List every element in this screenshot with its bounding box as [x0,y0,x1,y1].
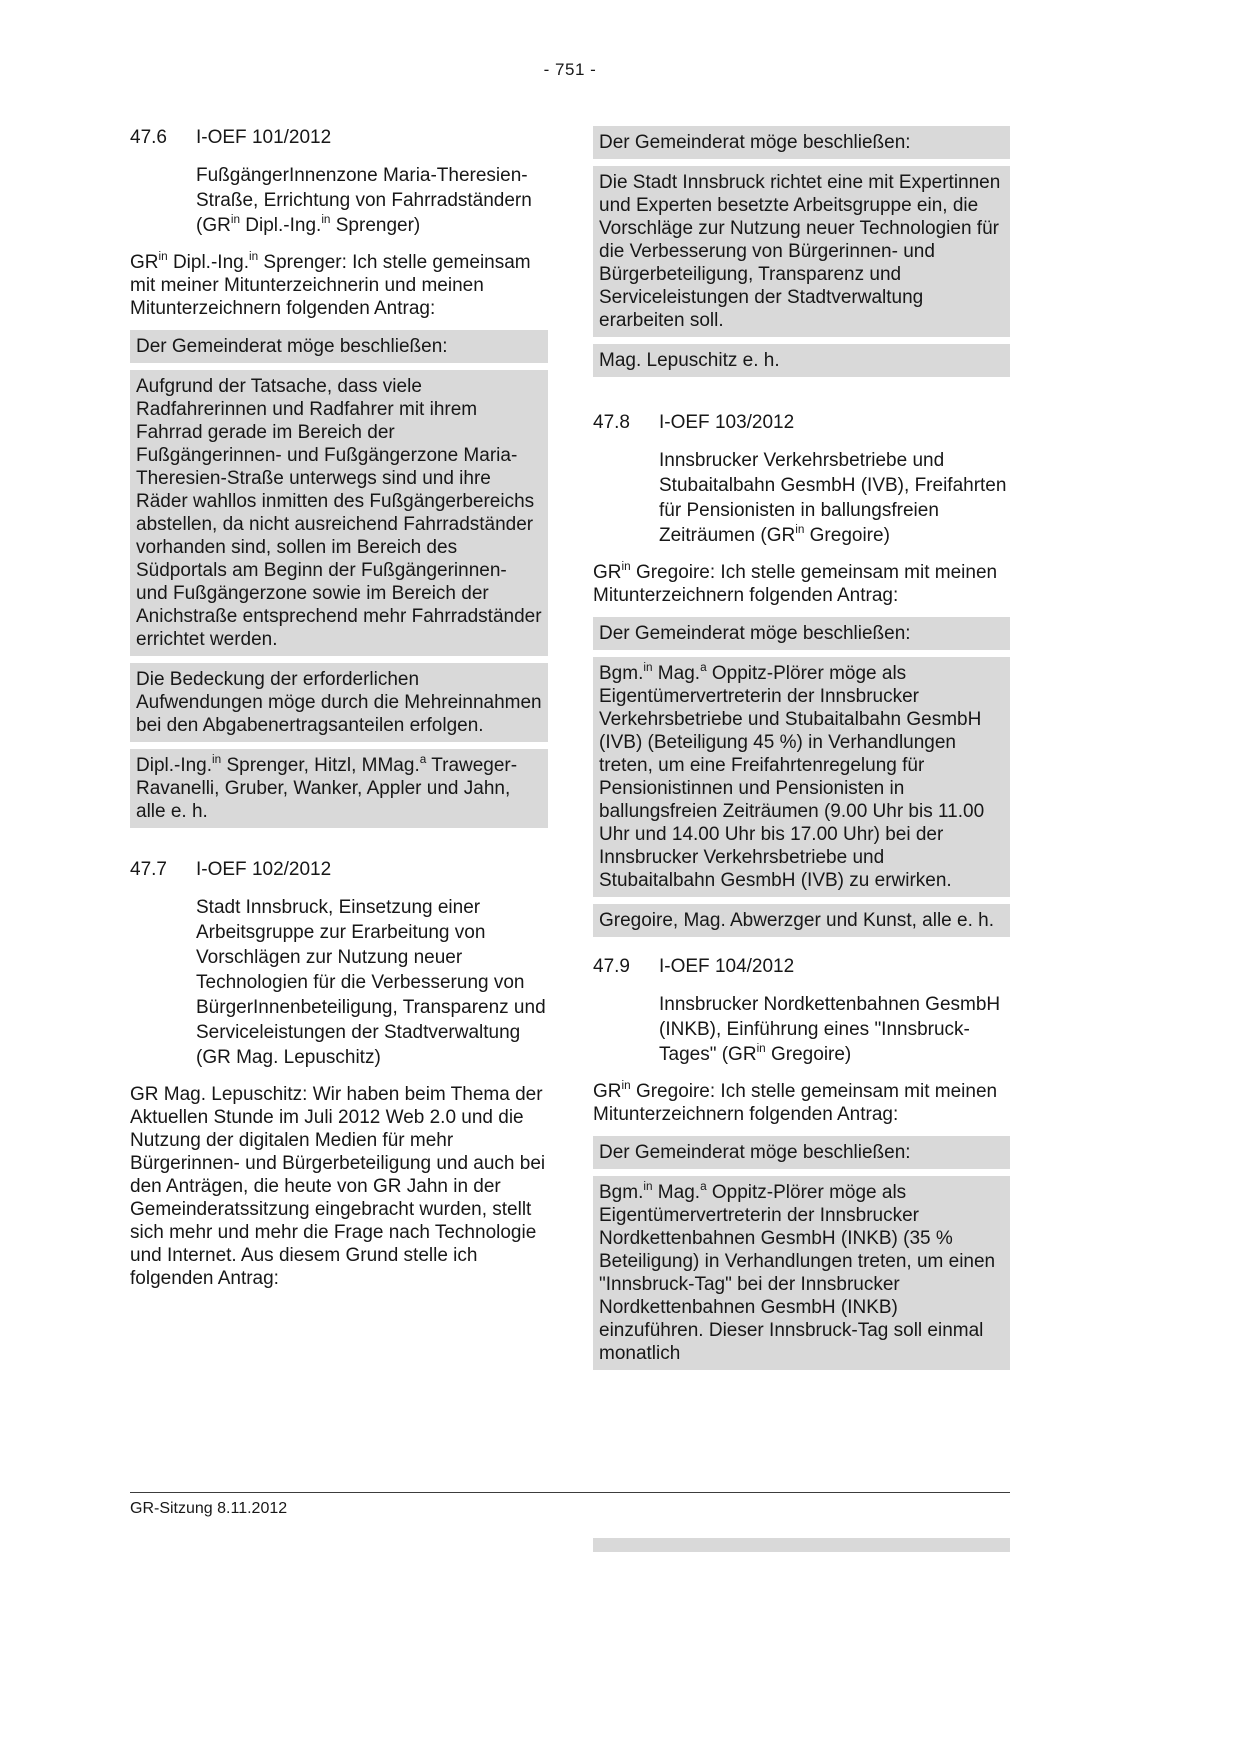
footer-text: GR-Sitzung 8.11.2012 [130,1500,288,1517]
signatories: Gregoire, Mag. Abwerzger und Kunst, alle e. h. [593,904,1010,937]
agenda-item-47-8-header [593,411,1010,434]
page-number: - 751 - [543,60,597,79]
resolution-paragraph: Die Stadt Innsbruck richtet eine mit Expertinnen und Experten besetzte Arbeitsgruppe ein, die Vorschläge zur Nutzung neuer Technologien für die Verbesserung von Bürgerinnen- und Bürgerbeteiligung, Transparenz und Serviceleistungen der Stadtverwaltung erarbeiten soll. [593,166,1010,337]
agenda-item-47-7 [130,858,548,1290]
right-column [593,126,1010,1377]
resolution-paragraph: Die Bedeckung der erforderlichen Aufwendungen möge durch die Mehreinnahmen bei den Abgabenertragsanteilen erfolgen. [130,663,548,742]
agenda-item-title: Innsbrucker Verkehrsbetriebe und Stubaitalbahn GesmbH (IVB), Freifahrten für Pensionisten in ballungsfreien Zeiträumen ($GR^{in}$ Gregoire) [659,450,1007,546]
agenda-item-47-6 [130,126,548,828]
left-column [130,126,548,1300]
agenda-item-number: 47.8 [593,412,630,433]
footer-rule [130,1492,1010,1493]
agenda-item-number: 47.7 [130,859,167,880]
agenda-item-number: 47.9 [593,956,630,977]
agenda-item-ref: I-OEF 104/2012 [659,956,795,977]
resolution-heading: Der Gemeinderat möge beschließen: [593,126,1010,159]
motion-intro: $GR^{in}$ Gregoire: Ich stelle gemeinsam mit meinen Mitunterzeichnern folgenden Antrag: [593,1079,998,1125]
resolution-paragraph: Aufgrund der Tatsache, dass viele Radfahrerinnen und Radfahrer mit ihrem Fahrrad gerade im Bereich der Fußgängerinnen- und Fußgängerzone Maria-Theresien-Straße unterwegs sind und ihre Räder wahllos inmitten des Fußgängerbereichs abstellen, da nicht ausreichend Fahrradständer vorhanden sind, sollen im Bereich des Südportals am Beginn der Fußgängerinnen- und Fußgängerzone sowie im Bereich der Anichstraße entsprechend mehr Fahrradständer errichtet werden. [130,370,548,656]
truncated-highlight-continuation [593,1538,1010,1552]
agenda-item-47-8 [593,411,1010,937]
agenda-item-ref: I-OEF 103/2012 [659,412,795,433]
agenda-item-title: Stadt Innsbruck, Einsetzung einer Arbeitsgruppe zur Erarbeitung von Vorschlägen zur Nutzung neuer Technologien für die Verbesserung von BürgerInnenbeteiligung, Transparenz und Serviceleistungen der Stadtverwaltung (GR Mag. Lepuschitz) [196,897,546,1068]
agenda-item-47-7-header [130,858,548,881]
resolution-paragraph: Bgm.$^{in}$ Mag.$^a$ Oppitz-Plörer möge als Eigentümervertreterin der Innsbrucker Nordkettenbahnen GesmbH (INKB) (35 % Beteiligung) in Verhandlungen treten, um einen "Innsbruck-Tag" bei der Innsbrucker Nordkettenbahnen GesmbH (INKB) einzuführen. Dieser Innsbruck-Tag soll einmal monatlich [593,1176,1010,1370]
resolution-paragraph: Bgm.$^{in}$ Mag.$^a$ Oppitz-Plörer möge als Eigentümervertreterin der Innsbrucker Verkehrsbetriebe und Stubaitalbahn GesmbH (IVB) (Beteiligung 45 %) in Verhandlungen treten, um eine Freifahrtenregelung für Pensionistinnen und Pensionisten in ballungsfreien Zeiträumen (9.00 Uhr bis 11.00 Uhr und 14.00 Uhr bis 17.00 Uhr) bei der Innsbrucker Verkehrsbetriebe und Stubaitalbahn GesmbH (IVB) zu erwirken. [593,657,1010,897]
resolution-heading: Der Gemeinderat möge beschließen: [593,1136,1010,1169]
content-columns [130,126,1010,1377]
motion-intro: GR Mag. Lepuschitz: Wir haben beim Thema der Aktuellen Stunde im Juli 2012 Web 2.0 und die Nutzung der digitalen Medien für mehr Bürgerinnen- und Bürgerbeteiligung und auch bei den Anträgen, die heute von GR Jahn in der Gemeinderatssitzung eingebracht wurden, stellt sich mehr und mehr die Frage nach Technologie und Internet. Aus diesem Grund stelle ich folgenden Antrag: [130,1084,546,1289]
agenda-item-ref: I-OEF 101/2012 [196,127,332,148]
agenda-item-47-9 [593,955,1010,1370]
signatories: Dipl.-Ing.$^{in}$ Sprenger, Hitzl, MMag.$^a$ Traweger-Ravanelli, Gruber, Wanker, Appler und Jahn, alle e. h. [130,749,548,828]
agenda-item-ref: I-OEF 102/2012 [196,859,332,880]
agenda-item-47-6-header [130,126,548,149]
agenda-item-47-7-resolution [593,126,1010,377]
resolution-heading: Der Gemeinderat möge beschließen: [593,617,1010,650]
agenda-item-47-9-header [593,955,1010,978]
agenda-item-number: 47.6 [130,127,167,148]
resolution-heading: Der Gemeinderat möge beschließen: [130,330,548,363]
motion-intro: $GR^{in}$ Gregoire: Ich stelle gemeinsam mit meinen Mitunterzeichnern folgenden Antrag: [593,560,998,606]
motion-intro: $GR^{in}$ Dipl.-Ing.$^{in}$ Sprenger: Ich stelle gemeinsam mit meiner Mitunterzeichnerin und meinen Mitunterzeichnern folgenden Antrag: [130,250,531,319]
agenda-item-title: FußgängerInnenzone Maria-Theresien-Straße, Errichtung von Fahrradständern ($GR^{in}$ Dipl.-Ing.$^{in}$ Sprenger) [196,165,532,236]
agenda-item-title: Innsbrucker Nordkettenbahnen GesmbH (INKB), Einführung eines "Innsbruck-Tages" ($GR^{in}$ Gregoire) [659,994,1001,1065]
signatories: Mag. Lepuschitz e. h. [593,344,1010,377]
